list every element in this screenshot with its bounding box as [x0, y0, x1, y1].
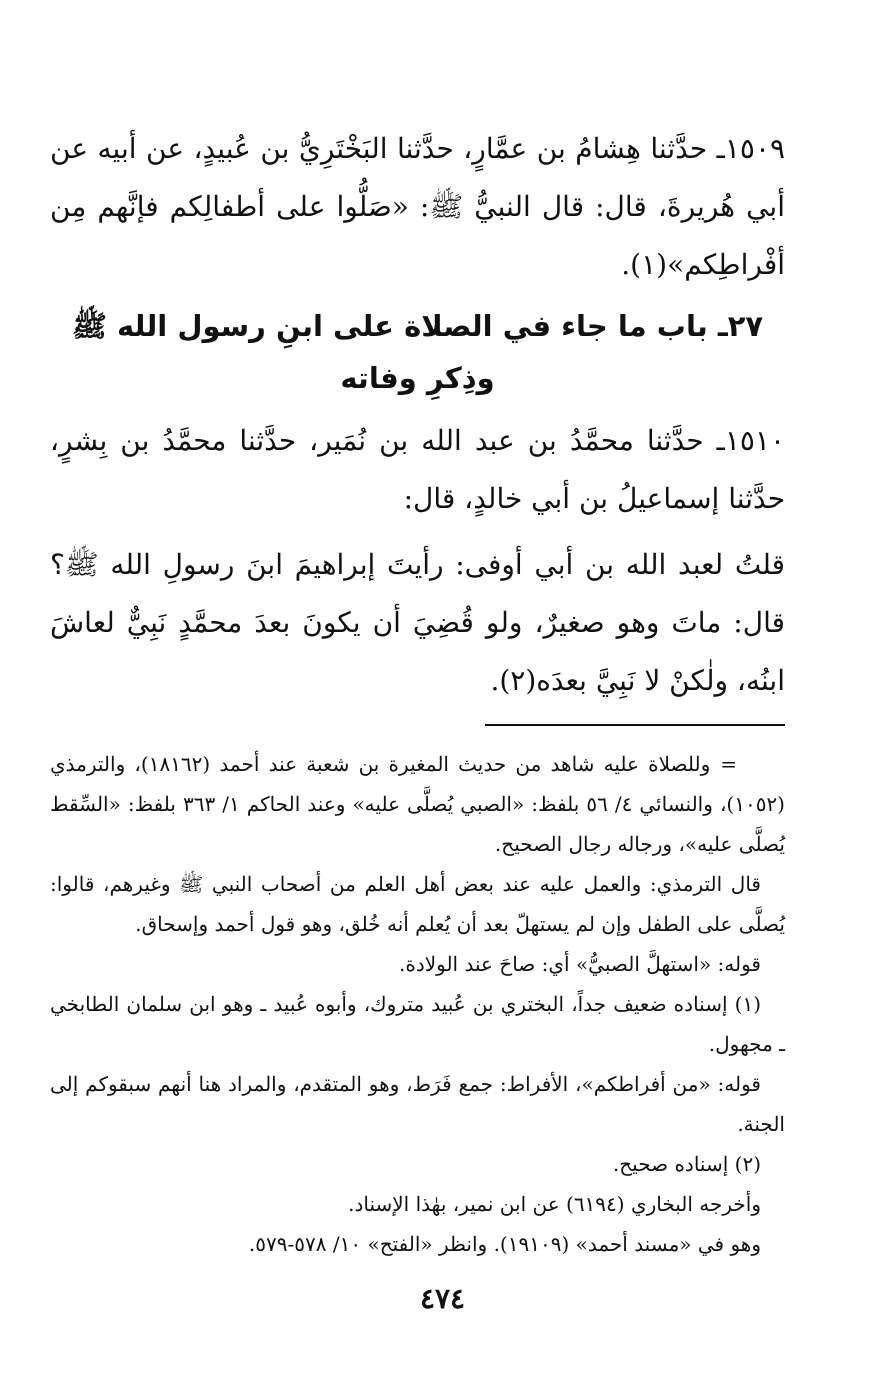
page-body [50, 120, 785, 1264]
footnote-tirmidhi [50, 864, 785, 944]
footnote-musnad [50, 1224, 785, 1264]
hadith-1510-matn [50, 536, 785, 710]
footnote-text: (١) إسناده ضعيف جداً، البختري بن عُبيد متروك، وأبوه عُبيد ـ وهو ابن سلمان الطابخي ـ مجهول. [50, 992, 785, 1056]
hadith-1510-chain-text: ١٥١٠ـ حدَّثنا محمَّدُ بن عبد الله بن نُمَير، حدَّثنا محمَّدُ بن بِشرٍ، حدَّثنا إسماعيلُ بن أبي خالدٍ، قال: [50, 424, 785, 515]
footnote-text: وهو في «مسند أحمد» (١٩١٠٩). وانظر «الفتح» ١٠/ ٥٧٨-٥٧٩. [248, 1232, 761, 1256]
footnote-bukhari [50, 1184, 785, 1224]
footnotes [50, 744, 785, 1264]
page-number: ٤٧٤ [419, 1282, 466, 1315]
continuation-mark: = [720, 752, 738, 776]
hadith-1510-chain [50, 412, 785, 528]
footnote-text: (٢) إسناده صحيح. [612, 1152, 761, 1176]
footnote-text: قوله: «من أفراطكم»، الأفراط: جمع فَرَط، وهو المتقدم، والمراد هنا أنهم سبقوكم إلى الجنة. [50, 1072, 785, 1136]
chapter-heading-line-1: ٢٧ـ باب ما جاء في الصلاة على ابنِ رسول الله ﷺ [71, 309, 764, 343]
hadith-1510-matn-text: قلتُ لعبد الله بن أبي أوفى: رأيتَ إبراهيمَ ابنَ رسولِ الله ﷺ؟ قال: ماتَ وهو صغيرٌ، ولو قُضِيَ أن يكونَ بعدَ محمَّدٍ نَبِيٌّ لعاشَ ابنُه، ولٰكنْ لا نَبِيَّ بعدَه(٢). [50, 548, 785, 697]
footnote-afrat [50, 1064, 785, 1144]
footnote-separator [485, 724, 785, 726]
hadith-1509 [50, 120, 785, 294]
hadith-1509-matn: عن أبي هُريرةَ، قال: قال النبيُّ ﷺ: «صَلُّوا على أطفالِكم فإنَّهم مِن أفْراطِكم»(١). [50, 132, 785, 281]
footnote-text: قال الترمذي: والعمل عليه عند بعض أهل العلم من أصحاب النبي ﷺ وغيرهم، قالوا: يُصلَّى على الطفل وإن لم يستهلّ بعد أن يُعلم أنه خُلق، وهو قول أحمد وإسحاق. [50, 872, 785, 936]
footnote-text: قوله: «استهلَّ الصبيُّ» أي: صاحَ عند الولادة. [398, 952, 761, 976]
hadith-1509-chain: ١٥٠٩ـ حدَّثنا هِشامُ بن عمَّارٍ، حدَّثنا البَخْتَرِيُّ بن عُبيدٍ، عن أبيه [97, 132, 786, 165]
footnote-text: وأخرجه البخاري (٦١٩٤) عن ابن نمير، بهٰذا الإسناد. [348, 1192, 761, 1216]
chapter-heading-line-2: وذِكرِ وفاته [340, 361, 495, 395]
footnote-2 [50, 1144, 785, 1184]
footnote-1 [50, 984, 785, 1064]
footnote-istahalla [50, 944, 785, 984]
footnote-continuation [50, 744, 785, 864]
chapter-heading [50, 300, 785, 404]
footnote-text: وللصلاة عليه شاهد من حديث المغيرة بن شعبة عند أحمد (١٨١٦٢)، والترمذي (١٠٥٢)، والنسائي ٤/ ٥٦ بلفظ: «الصبي يُصلَّى عليه» وعند الحاكم ١/ ٣٦٣ بلفظ: «السِّقط يُصلَّى عليه»، ورجاله رجال الصحيح. [50, 752, 785, 856]
